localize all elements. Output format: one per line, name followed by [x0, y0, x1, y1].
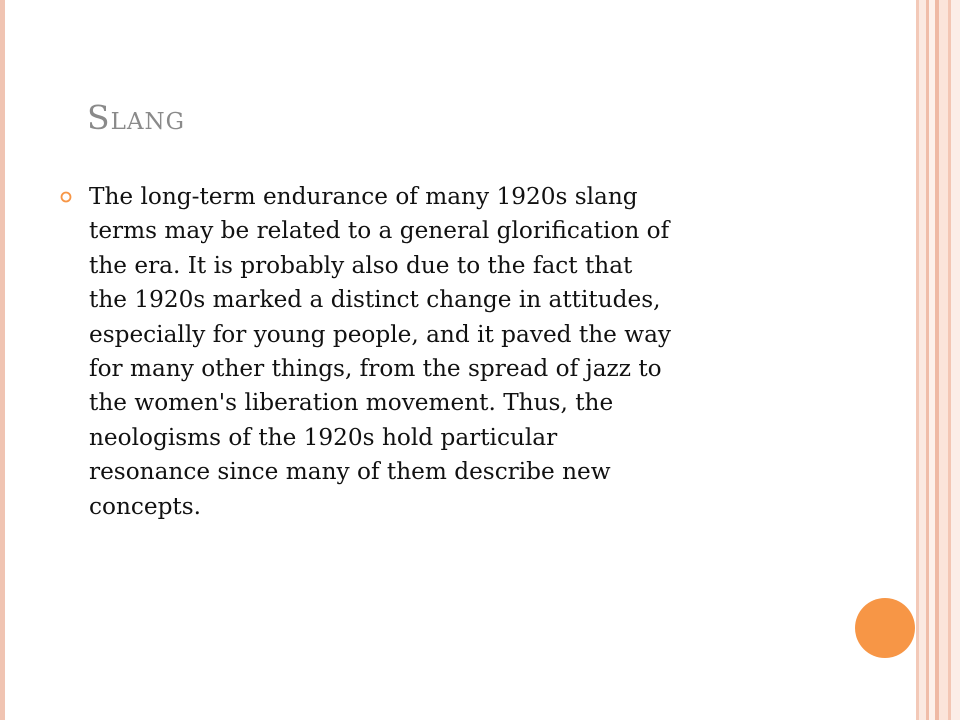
- orange-circle-decoration: [855, 598, 915, 658]
- stripe: [919, 0, 926, 720]
- stripe: [939, 0, 948, 720]
- bullet-ring-icon: [60, 190, 72, 202]
- bullet-list: [60, 180, 830, 524]
- bullet-text: The long-term endurance of many 1920s slang terms may be related to a general glorification of the era. It is probably also due to the fact that the 1920s marked a distinct change in attitudes, especially for young people, and it paved the way for many other things, from the spread of jazz to the women's liberation movement. Thus, the neologisms of the 1920s hold particular resonance since many of them describe new concepts.: [89, 183, 671, 520]
- slide-title: Slang: [87, 98, 185, 137]
- left-border-rule: [0, 0, 5, 720]
- stripe: [951, 0, 960, 720]
- bullet-item: [60, 180, 830, 524]
- right-decorative-stripes: [916, 0, 960, 720]
